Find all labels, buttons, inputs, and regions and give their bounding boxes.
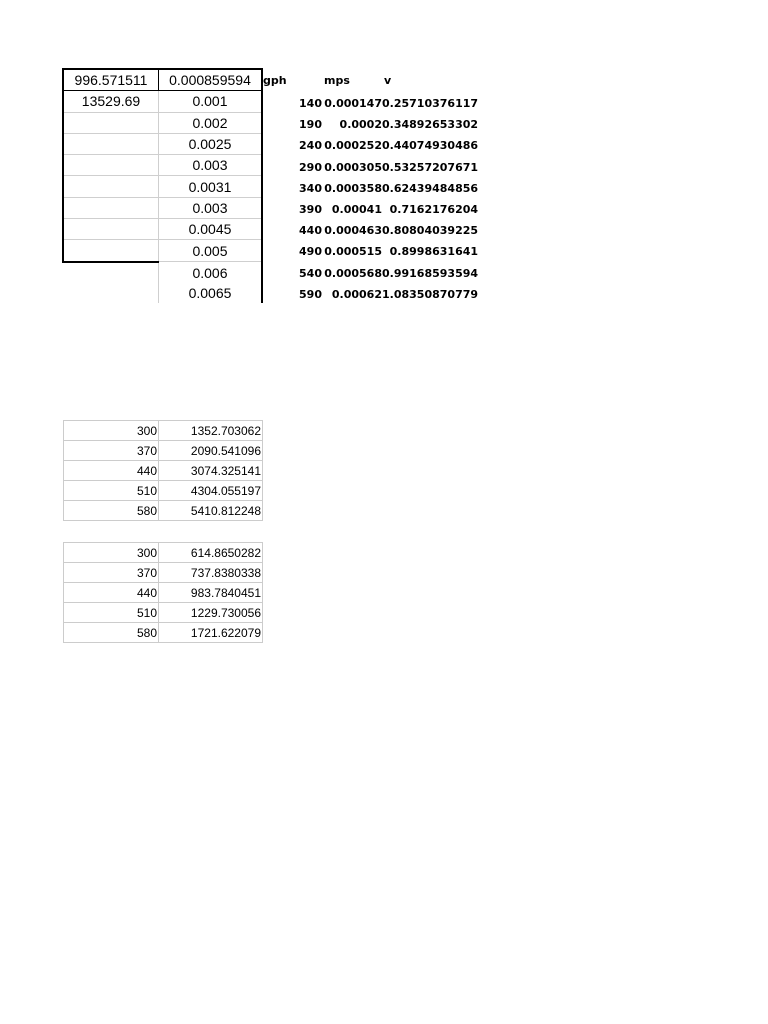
table-cell[interactable]: 1721.622079: [159, 623, 263, 643]
v-cell[interactable]: 0.80804039225: [382, 224, 479, 238]
table-row: [64, 441, 263, 461]
table-cell[interactable]: [63, 176, 159, 197]
table-cell[interactable]: 0.003: [159, 155, 263, 176]
table-row: [262, 199, 478, 220]
table-row: [64, 563, 263, 583]
mps-cell[interactable]: 0.000568: [324, 266, 382, 280]
table-cell[interactable]: 580: [64, 623, 159, 643]
table-row: [63, 133, 262, 154]
mps-cell[interactable]: 0.000252: [324, 139, 382, 153]
v-cell[interactable]: 0.44074930486: [382, 139, 479, 153]
header-gph: gph: [263, 74, 287, 87]
table-cell[interactable]: 1352.703062: [159, 421, 263, 441]
grid-table-1: [63, 420, 263, 521]
gph-cell[interactable]: 390: [299, 203, 322, 217]
table-cell[interactable]: [63, 133, 159, 154]
table-cell[interactable]: 0.005: [159, 240, 263, 262]
table-row: [64, 501, 263, 521]
table-row: [63, 240, 262, 262]
v-cell[interactable]: 0.8998631641: [389, 245, 479, 259]
header-mps: mps: [324, 74, 350, 87]
table-cell[interactable]: 1229.730056: [159, 603, 263, 623]
table-cell[interactable]: 0.0025: [159, 133, 263, 154]
table-row: [63, 283, 262, 303]
table-row: [63, 262, 262, 283]
table-row: [262, 178, 478, 199]
boxed-table: [62, 68, 263, 303]
table-cell[interactable]: 0.001: [159, 91, 263, 112]
v-cell[interactable]: 0.53257207671: [382, 160, 479, 174]
table-row: [63, 155, 262, 176]
table-row: [262, 220, 478, 241]
table-row: [64, 623, 263, 643]
table-cell[interactable]: 510: [64, 481, 159, 501]
table-row: [262, 263, 478, 284]
table-cell[interactable]: 983.7840451: [159, 583, 263, 603]
v-cell[interactable]: 1.08350870779: [382, 287, 479, 301]
gph-cell[interactable]: 290: [299, 160, 322, 174]
table-cell[interactable]: 300: [64, 421, 159, 441]
table-cell[interactable]: [63, 283, 159, 303]
table-row: [64, 461, 263, 481]
table-cell[interactable]: [63, 240, 159, 262]
gph-cell[interactable]: 440: [299, 224, 322, 238]
grid-table-2: [63, 542, 263, 643]
table-row: [262, 135, 478, 156]
table-cell[interactable]: 5410.812248: [159, 501, 263, 521]
mps-cell[interactable]: 0.00041: [331, 203, 382, 217]
table-row: [262, 241, 478, 262]
gph-cell[interactable]: 340: [299, 181, 322, 195]
table-cell[interactable]: 737.8380338: [159, 563, 263, 583]
table-cell[interactable]: [63, 197, 159, 218]
table-row: [64, 583, 263, 603]
table-cell[interactable]: 3074.325141: [159, 461, 263, 481]
table-cell[interactable]: [63, 219, 159, 240]
mps-cell[interactable]: 0.000305: [324, 160, 382, 174]
table-row: [63, 197, 262, 218]
table-row: [262, 284, 478, 305]
table-row: [64, 481, 263, 501]
table-cell[interactable]: 580: [64, 501, 159, 521]
gph-cell[interactable]: 490: [299, 245, 322, 259]
table-cell[interactable]: 0.002: [159, 112, 263, 133]
table-cell[interactable]: 996.571511: [63, 69, 159, 91]
table-row: [262, 93, 478, 114]
mps-cell[interactable]: 0.000515: [324, 245, 382, 259]
table-cell[interactable]: 4304.055197: [159, 481, 263, 501]
mps-cell[interactable]: 0.000358: [324, 181, 382, 195]
table-cell[interactable]: 0.003: [159, 197, 263, 218]
v-cell[interactable]: 0.25710376117: [382, 97, 479, 111]
table-cell[interactable]: 0.000859594: [159, 69, 263, 91]
mps-cell[interactable]: 0.00062: [331, 287, 382, 301]
flow-table: [262, 93, 478, 305]
table-cell[interactable]: 370: [64, 441, 159, 461]
table-cell[interactable]: 440: [64, 461, 159, 481]
table-row: [262, 157, 478, 178]
mps-cell[interactable]: 0.000463: [324, 224, 382, 238]
header-v: v: [384, 74, 392, 87]
table-row: [63, 219, 262, 240]
table-cell[interactable]: 300: [64, 543, 159, 563]
v-cell[interactable]: 0.34892653302: [382, 118, 479, 132]
gph-cell[interactable]: 540: [299, 266, 322, 280]
table-row: [64, 603, 263, 623]
table-row: [64, 543, 263, 563]
table-row: [262, 114, 478, 135]
table-cell[interactable]: 0.0045: [159, 219, 263, 240]
table-cell[interactable]: 370: [64, 563, 159, 583]
v-cell[interactable]: 0.7162176204: [389, 203, 479, 217]
table-cell[interactable]: [63, 155, 159, 176]
gph-cell[interactable]: 590: [299, 287, 322, 301]
v-cell[interactable]: 0.99168593594: [382, 266, 479, 280]
table-row: [63, 112, 262, 133]
table-cell[interactable]: 13529.69: [63, 91, 159, 112]
gph-cell[interactable]: 190: [299, 118, 322, 132]
table-cell[interactable]: 0.0031: [159, 176, 263, 197]
table-row: [63, 176, 262, 197]
table-cell[interactable]: 2090.541096: [159, 441, 263, 461]
table-cell[interactable]: 614.8650282: [159, 543, 263, 563]
table-row: [64, 421, 263, 441]
table-row: [63, 69, 262, 91]
gph-cell[interactable]: 240: [299, 139, 322, 153]
table-cell[interactable]: [63, 112, 159, 133]
table-cell[interactable]: 440: [64, 583, 159, 603]
table-cell[interactable]: [63, 262, 159, 283]
mps-cell[interactable]: 0.000147: [324, 97, 382, 111]
gph-cell[interactable]: 140: [299, 97, 322, 111]
table-cell[interactable]: 0.0065: [159, 283, 263, 303]
v-cell[interactable]: 0.62439484856: [382, 181, 479, 195]
table-cell[interactable]: 510: [64, 603, 159, 623]
mps-cell[interactable]: 0.0002: [339, 118, 382, 132]
table-row: [63, 91, 262, 112]
table-cell[interactable]: 0.006: [159, 262, 263, 283]
